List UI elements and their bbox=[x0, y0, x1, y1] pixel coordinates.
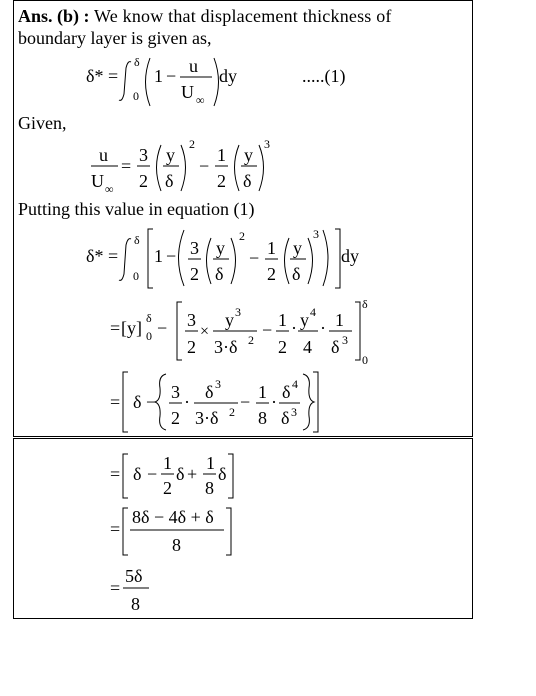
intro-line-2: boundary layer is given as, bbox=[18, 28, 212, 48]
eq2-den-sub: ∞ bbox=[105, 182, 114, 196]
eq5-minus: − bbox=[146, 392, 157, 412]
eq3-p2-right bbox=[308, 238, 313, 284]
eq6-delta1: δ bbox=[133, 464, 142, 484]
eq5-dot2: · bbox=[271, 392, 277, 412]
eq6-plus: + bbox=[187, 464, 198, 484]
eq5-g-num: δ bbox=[282, 382, 291, 402]
eq6-b-num: 1 bbox=[206, 453, 215, 473]
eq5-f-den: 3·δ bbox=[195, 408, 219, 428]
eq3-p1-right bbox=[231, 238, 236, 284]
eq2-c1-num: 3 bbox=[139, 145, 148, 165]
eq2-den: U bbox=[91, 171, 104, 191]
eq3-minus: − bbox=[166, 246, 177, 266]
eq4-h-den: δ bbox=[331, 337, 340, 357]
eq4-times: × bbox=[200, 323, 210, 340]
eq3-lhs: δ* = bbox=[86, 246, 119, 266]
eq1-ref: .....(1) bbox=[302, 66, 346, 86]
eq5-minus2: − bbox=[240, 392, 251, 412]
equation-8 bbox=[0, 562, 536, 616]
equation-2 bbox=[0, 137, 536, 199]
eq2-p2: 2 bbox=[189, 137, 195, 151]
eq5-c2-den: 8 bbox=[258, 408, 267, 428]
equation-4 bbox=[0, 296, 536, 366]
eq4-dot2: · bbox=[320, 318, 326, 338]
eq3-c2-den: 2 bbox=[267, 264, 276, 284]
eq4-c1-num: 3 bbox=[187, 310, 196, 330]
eq1-num: u bbox=[189, 56, 198, 76]
eq3-dy: dy bbox=[341, 246, 359, 266]
eq6-delta2: δ bbox=[176, 464, 185, 484]
eq1-minus: − bbox=[166, 66, 177, 86]
eq3-c1-den: 2 bbox=[190, 264, 199, 284]
eq7-right-bracket bbox=[226, 508, 231, 555]
eq5-left-brace bbox=[155, 374, 166, 430]
answer-label: Ans. (b) bbox=[18, 6, 80, 26]
eq4-g-num: y bbox=[300, 310, 309, 330]
eq5-g-num-p: 4 bbox=[292, 377, 298, 391]
eq2-d1: δ bbox=[165, 171, 174, 191]
eq4-minus2: − bbox=[262, 320, 273, 340]
eq4-f-num-p: 3 bbox=[235, 305, 241, 319]
eq3-minus2: − bbox=[249, 248, 260, 268]
eq4-minus: − bbox=[157, 318, 168, 338]
eq3-p2-left bbox=[285, 238, 290, 284]
eq5-c2-num: 1 bbox=[258, 382, 267, 402]
eq1-left-paren bbox=[146, 58, 151, 106]
eq4-c2-num: 1 bbox=[278, 310, 287, 330]
eq8-eq: = bbox=[110, 578, 121, 598]
eq3-one: 1 bbox=[154, 246, 163, 266]
eq3-c2-num: 1 bbox=[267, 238, 276, 258]
eq2-p1-right bbox=[181, 145, 186, 191]
eq6-left-bracket bbox=[123, 454, 128, 498]
eq5-left-bracket bbox=[123, 372, 128, 432]
eq8-num: 5δ bbox=[125, 566, 143, 586]
eq3-d2: δ bbox=[292, 264, 301, 284]
eq5-c1-num: 3 bbox=[171, 382, 180, 402]
integral-sign bbox=[119, 239, 131, 281]
eq6-b-den: 8 bbox=[205, 478, 214, 498]
intro-text-1: We know that displacement thickness of bbox=[94, 6, 392, 26]
eq3-outer-right-paren bbox=[323, 230, 328, 286]
eq3-p3: 3 bbox=[313, 227, 319, 241]
eq5-f-den-p: 2 bbox=[229, 405, 235, 419]
eq4-f-den-p: 2 bbox=[248, 333, 254, 347]
eq2-c2-num: 1 bbox=[217, 145, 226, 165]
equation-5 bbox=[0, 366, 536, 436]
eq2-eq: = bbox=[121, 156, 132, 176]
eq4-f-den: 3·δ bbox=[214, 337, 238, 357]
eq1-int-sub: 0 bbox=[133, 89, 139, 103]
eq5-g-den-p: 3 bbox=[291, 405, 297, 419]
eq3-p2: 2 bbox=[239, 229, 245, 243]
eq1-int-sup: δ bbox=[134, 55, 140, 69]
eq6-a-num: 1 bbox=[163, 453, 172, 473]
eq3-right-bracket bbox=[335, 229, 340, 288]
eq2-c2-den: 2 bbox=[217, 171, 226, 191]
eq5-g-den: δ bbox=[281, 408, 290, 428]
eq4-c1-den: 2 bbox=[187, 337, 196, 357]
eq3-y2: y bbox=[293, 238, 302, 258]
eq4-h-den-p: 3 bbox=[342, 333, 348, 347]
eq4-eq: = bbox=[110, 318, 121, 338]
equation-3 bbox=[0, 224, 536, 292]
putting-text: Putting this value in equation (1) bbox=[18, 199, 255, 219]
eq4-g-num-p: 4 bbox=[310, 305, 316, 319]
eq7-eq: = bbox=[110, 519, 121, 539]
eq6-a-den: 2 bbox=[163, 478, 172, 498]
eq4-sub0: 0 bbox=[146, 329, 152, 343]
eq2-y2: y bbox=[244, 145, 253, 165]
eq3-left-bracket bbox=[148, 229, 153, 288]
eq4-lim-sup: δ bbox=[362, 297, 368, 311]
eq3-p1-left bbox=[207, 238, 212, 284]
eq7-den: 8 bbox=[172, 535, 181, 555]
eq5-c1-den: 2 bbox=[171, 408, 180, 428]
eq2-p2-left bbox=[235, 145, 240, 191]
eq4-h-num: 1 bbox=[335, 310, 344, 330]
eq6-delta3: δ bbox=[218, 464, 227, 484]
answer-separator: : bbox=[79, 6, 95, 26]
eq3-d1: δ bbox=[215, 264, 224, 284]
eq3-outer-left-paren bbox=[179, 230, 185, 286]
equation-6 bbox=[0, 450, 536, 502]
eq5-right-brace bbox=[303, 374, 314, 430]
eq3-int-sub: 0 bbox=[133, 269, 139, 283]
eq7-num: 8δ − 4δ + δ bbox=[132, 507, 214, 527]
eq1-lhs: δ* = bbox=[86, 66, 119, 86]
eq1-dy: dy bbox=[219, 66, 237, 86]
eq7-left-bracket bbox=[123, 508, 128, 555]
integral-sign bbox=[119, 62, 131, 101]
eq4-c2-den: 2 bbox=[278, 337, 287, 357]
equation-1 bbox=[0, 50, 536, 115]
eq4-supd: δ bbox=[146, 311, 152, 325]
eq4-lim-sub: 0 bbox=[362, 353, 368, 366]
eq2-num: u bbox=[99, 145, 108, 165]
eq5-f-num: δ bbox=[205, 382, 214, 402]
eq2-c1-den: 2 bbox=[139, 171, 148, 191]
eq4-right-bracket bbox=[355, 302, 360, 360]
equation-7 bbox=[0, 505, 536, 557]
eq4-f-num: y bbox=[225, 310, 234, 330]
eq4-y-bracket: [y] bbox=[121, 318, 142, 338]
eq1-one: 1 bbox=[154, 66, 163, 86]
given-label: Given, bbox=[18, 113, 67, 133]
eq6-eq: = bbox=[110, 464, 121, 484]
eq3-c1-num: 3 bbox=[190, 238, 199, 258]
eq2-y1: y bbox=[166, 145, 175, 165]
eq2-p2-right bbox=[259, 145, 264, 191]
eq3-y1: y bbox=[216, 238, 225, 258]
eq2-p1-left bbox=[157, 145, 162, 191]
eq2-p3: 3 bbox=[264, 137, 270, 151]
eq5-eq: = bbox=[110, 392, 121, 412]
eq4-left-bracket bbox=[177, 302, 182, 360]
eq2-minus: − bbox=[199, 156, 210, 176]
eq1-den: U bbox=[181, 82, 194, 102]
eq2-d2: δ bbox=[243, 171, 252, 191]
eq1-den-sub: ∞ bbox=[196, 93, 205, 107]
eq1-right-paren bbox=[214, 58, 219, 106]
eq8-den: 8 bbox=[131, 594, 140, 614]
eq5-delta: δ bbox=[133, 392, 142, 412]
intro-line-1 bbox=[18, 6, 392, 26]
eq6-right-bracket bbox=[228, 454, 233, 498]
eq3-int-sup: δ bbox=[134, 233, 140, 247]
eq4-dot1: · bbox=[291, 318, 297, 338]
eq5-f-num-p: 3 bbox=[215, 377, 221, 391]
eq5-dot1: · bbox=[184, 392, 190, 412]
eq6-minus: − bbox=[147, 464, 158, 484]
eq4-g-den: 4 bbox=[303, 337, 312, 357]
